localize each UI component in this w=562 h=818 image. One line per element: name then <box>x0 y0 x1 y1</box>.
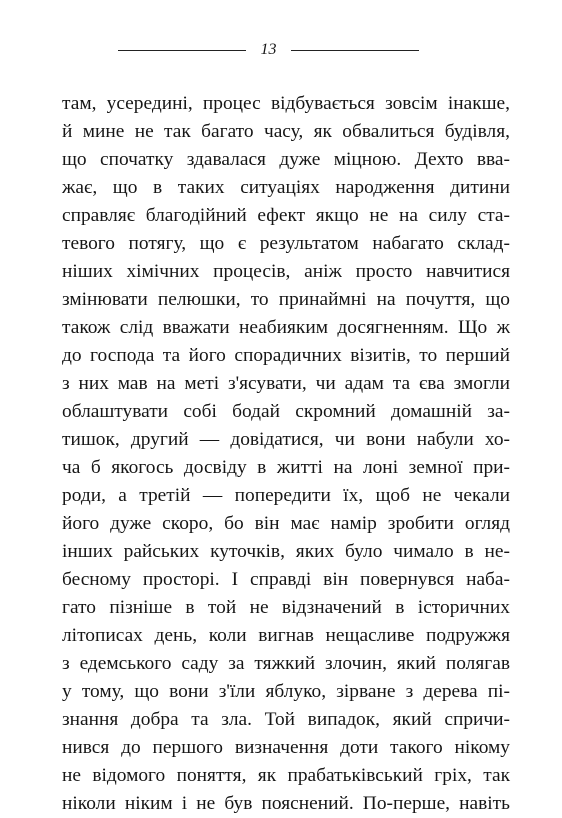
text-line: з них мав на меті з'ясувати, чи адам та єва змогли <box>62 373 510 394</box>
text-line: не відомого поняття, як прабатьківський гріх, так <box>62 765 510 786</box>
text-line: ніколи ніким і не був пояснений. По-перше, навіть <box>62 793 510 814</box>
text-line: роди, а третій — попередити їх, щоб не чекали <box>62 485 510 506</box>
body-text <box>62 90 510 818</box>
text-line: у тому, що вони з'їли яблуко, зірване з дерева пі- <box>62 681 510 702</box>
text-line: змінювати пелюшки, то принаймні на почуття, що <box>62 289 510 310</box>
text-line: ча б якогось досвіду в житті на лоні земної при- <box>62 457 510 478</box>
text-line: там, усередині, процес відбувається зовсім інакше, <box>62 93 510 114</box>
header-rule-right <box>291 50 419 51</box>
text-line: облаштувати собі бодай скромний домашній за- <box>62 401 510 422</box>
text-line: жає, що в таких ситуаціях народження дитини <box>62 177 510 198</box>
text-line: справляє благодійний ефект якщо не на силу ста- <box>62 205 510 226</box>
text-line: ніших хімічних процесів, аніж просто навчитися <box>62 261 510 282</box>
text-line: й мине не так багато часу, як обвалиться будівля, <box>62 121 510 142</box>
text-line: інших райських куточків, яких було чимало в не- <box>62 541 510 562</box>
text-line: також слід вважати неабияким досягненням. Що ж <box>62 317 510 338</box>
text-line: тевого потягу, що є результатом набагато склад- <box>62 233 510 254</box>
text-line: літописах день, коли вигнав нещасливе подружжя <box>62 625 510 646</box>
text-line: його дуже скоро, бо він має намір зробити огляд <box>62 513 510 534</box>
text-line: гато пізніше в той не відзначений в історичних <box>62 597 510 618</box>
text-line: тишок, другий — довідатися, чи вони набули хо- <box>62 429 510 450</box>
text-line: знання добра та зла. Той випадок, який спричи- <box>62 709 510 730</box>
page-number: 13 <box>260 41 277 58</box>
text-line: нився до першого визначення доти такого нікому <box>62 737 510 758</box>
text-line: з едемського саду за тяжкий злочин, який полягав <box>62 653 510 674</box>
text-line: що спочатку здавалася дуже міцною. Дехто вва- <box>62 149 510 170</box>
header-rule-left <box>118 50 246 51</box>
text-line: до господа та його спорадичних візитів, то перший <box>62 345 510 366</box>
page-header <box>0 40 562 60</box>
text-line: бесному просторі. І справді він повернувся наба- <box>62 569 510 590</box>
